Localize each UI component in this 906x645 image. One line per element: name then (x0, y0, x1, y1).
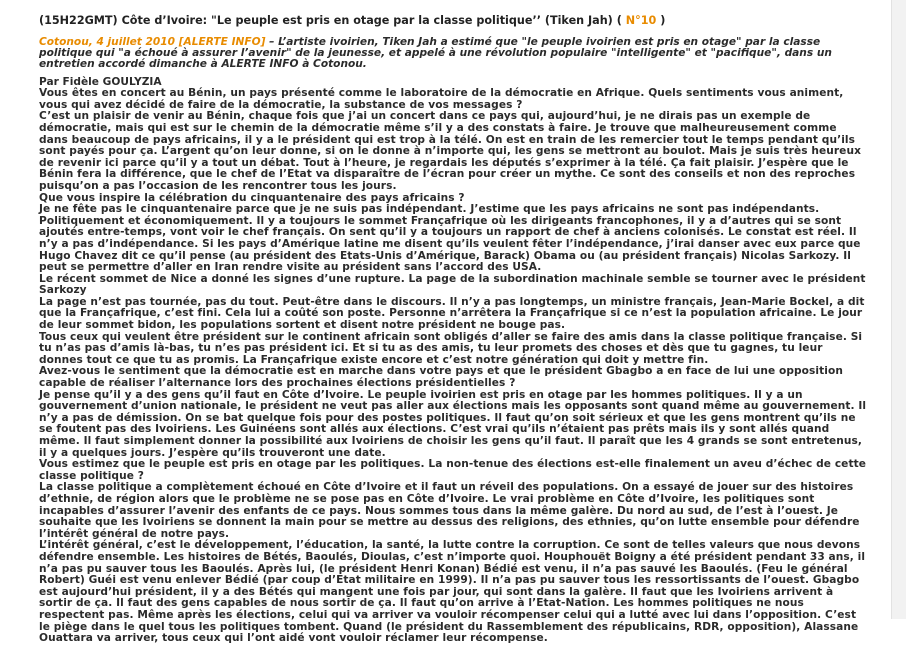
article (39, 14, 869, 645)
page-scrollbar[interactable] (891, 0, 906, 619)
lead-dateline: Cotonou, 4 juillet 2010 [ALERTE INFO] (39, 36, 266, 48)
article-byline: Par Fidèle GOULYZIA (39, 75, 162, 88)
paragraph: Je ne fête pas le cinquantenaire parce que je ne suis pas indépendant. J’estime que les pays africains ne sont pas indépendants. Politiquement et économiquement. Il y a toujours le sommet Françafrique où les dirigeants francophones, il y a d’autres qui se sont ajoutés entre-temps, vont voir le chef français. On sent qu’il y a toujours un rapport de chef à anciens colonisés. Le constat est réel. Il n’y a pas d’indépendance. Si les pays d’Amérique latine me disent qu’ils veulent fêter l’indépendance, j’irai danser avec eux parce que Hugo Chavez dit ce qu’il pense (au président des Etats-Unis d’Amérique, Barack) Obama ou (au président français) Nicolas Sarkozy. Il peut se permettre d’aller en Iran rendre visite au président sans l’accord des USA. (39, 203, 861, 274)
paragraph: L’intérêt général, c’est le développement, l’éducation, la santé, la lutte contre la corruption. Ce sont de telles valeurs que nous devons défendre ensemble. Les histoires de Bétés, Baoulés, Dioulas, c’est n’importe quoi. Houphouët Boigny a été président pendant 33 ans, il n’a pas pu sauver tous les Baoulés. Après lui, (le président Henri Konan) Bédié est venu, il n’a pas sauvé les Baoulés. (Feu le général Robert) Guéi est venu enlever Bédié (par coup d’Etat militaire en 1999). Il n’a pas pu sauver tous les ressortissants de l’ouest. Gbagbo est aujourd’hui président, il y a des Bétés qui mangent une fois par jour, qui sont dans la galère. Il faut que les Ivoiriens arrivent à sortir de ça. Il faut des gens capables de nous sortir de ça. Il faut qu’on arrive à l’Etat-Nation. Les hommes politiques ne nous respectent pas. Même après les élections, celui qui va arriver va vouloir récompenser celui qui a lutté avec lui dans l’opposition. C’est le piège dans le quel tous les politiques tombent. Quand (le président du Rassemblement des républicains, RDR, opposition), Alassane Ouattara va arriver, tous ceux qui l’ont aidé vont vouloir réclamer leur récompense. (39, 539, 866, 645)
article-headline (39, 14, 869, 28)
article-lead (39, 37, 869, 71)
paragraph: La page n’est pas tournée, pas du tout. Peut-être dans le discours. Il n’y a pas longtemps, un ministre français, Jean-Marie Bockel, a dit que la Françafrique, c’est fini. Cela lui a coûté son poste. Personne n’arrêtera la Françafrique si ce n’est la population africaine. Le jour de leur sommet bidon, les populations sortent et disent notre président ne bouge pas. (39, 295, 865, 332)
lead-text: – L’artiste ivoirien, Tiken Jah a estimé que "le peuple ivoirien est pris en otage" par la classe politique qui "a échoué à assurer l’avenir" de la jeunesse, et appelé à une révolution populaire "intelligente" et "pacifique", dans un entretien accordé dimanche à ALERTE INFO à Cotonou. (39, 36, 832, 71)
headline-time: (15H22GMT) (39, 14, 118, 27)
paragraph: La classe politique a complètement échoué en Côte d’Ivoire et il faut un réveil des populations. On a essayé de jouer sur des histoires d’ethnie, de région alors que le problème ne se pose pas en Côte d’Ivoire. Le vrai problème en Côte d’Ivoire, les politiques sont incapables d’assurer l’avenir des enfants de ce pays. Nous sommes tous dans la même galère. Du nord au sud, de l’est à l’ouest. Je souhaite que les Ivoiriens se donnent la main pour se mettre au dessus des religions, des ethnies, qu’on lutte ensemble pour défendre l’intérêt général de notre pays. (39, 481, 860, 540)
headline-number-close: ) (660, 14, 666, 27)
paragraph: Que vous inspire la célébration du cinquantenaire des pays africains ? (39, 191, 465, 204)
headline-number-open: ( (616, 14, 622, 27)
headline-title: Côte d’Ivoire: "Le peuple est pris en otage par la classe politique’’ (Tiken Jah) (121, 14, 613, 27)
paragraph: Tous ceux qui veulent être président sur le continent africain sont obligés d’aller se faire des amis dans la classe politique française. Si tu n’as pas d’amis là-bas, tu n’es pas président ici. Et si tu as des amis, tu leur promets des choses et dès que tu gagnes, tu leur donnes tout ce que tu as promis. La Françafrique existe encore et c’est notre génération qui doit y mettre fin. (39, 330, 863, 366)
paragraph: Vous estimez que le peuple est pris en otage par les politiques. La non-tenue des élections est-elle finalement un aveu d’échec de cette classe politique ? (39, 458, 866, 482)
paragraph: Avez-vous le sentiment que la démocratie est en marche dans votre pays et que le président Gbagbo a en face de lui une opposition capable de réaliser l’alternance lors des prochaines élections présidentielles ? (39, 365, 843, 390)
paragraph: Je pense qu’il y a des gens qu’il faut en Côte d’Ivoire. Le peuple ivoirien est pris en otage par les hommes politiques. Il y a un gouvernement d’union nationale, le président ne veut pas aller aux élections mais les opposants sont quand même au gouvernement. Il n’y a pas de démission. On se bat quelque fois pour des postes politiques. Il faut qu’on soit sérieux et que les gens montrent qu’ils ne se foutent pas des Ivoiriens. Les Guinéens sont allés aux élections. C’est vrai qu’ils n’étaient pas prêts mais ils y sont allés quand même. Il faut simplement donner la possibilité aux Ivoiriens de choisir les gens qu’il faut. Il paraît que les 4 grands se sont entretenus, il y a quelques jours. J’espère qu’ils trouveront une date. (39, 388, 867, 459)
paragraph: C’est un plaisir de venir au Bénin, chaque fois que j’ai un concert dans ce pays qui, aujourd’hui, je ne dirais pas un exemple de démocratie, mais qui est sur le chemin de la démocratie même s’il y a des constats à faire. Je trouve que malheureusement comme dans beaucoup de pays africains, il y a le président qui est trop à la télé. On est en train de les remercier tout le temps pendant qu’ils sont payés pour ça. L’argent qu’on leur donne, si on le donne à n’importe qui, les gens se mettront au boulot. Mais je suis très heureux de revenir ici parce qu’il y a tout un débat. Tout à l’heure, je regardais les députés s’exprimer à la télé. Ça fait plaisir. J’espère que le Bénin fera la différence, que le chef de l’Etat va disparaître de l’écran pour créer un mythe. Ce sont des conseils et non des reproches puisqu’on a pas l’occasion de les rencontrer tous les jours. (39, 110, 861, 192)
paragraph: Vous êtes en concert au Bénin, un pays présenté comme le laboratoire de la démocratie en Afrique. Quels sentiments vous animent, vous qui avez décidé de faire de la démocratie, la substance de vos messages ? (39, 87, 844, 111)
paragraph: Le récent sommet de Nice a donné les signes d’une rupture. La page de la subordination machinale semble se tourner avec le président Sarkozy (39, 272, 866, 297)
article-number: N°10 (625, 14, 657, 27)
article-body (39, 88, 869, 645)
